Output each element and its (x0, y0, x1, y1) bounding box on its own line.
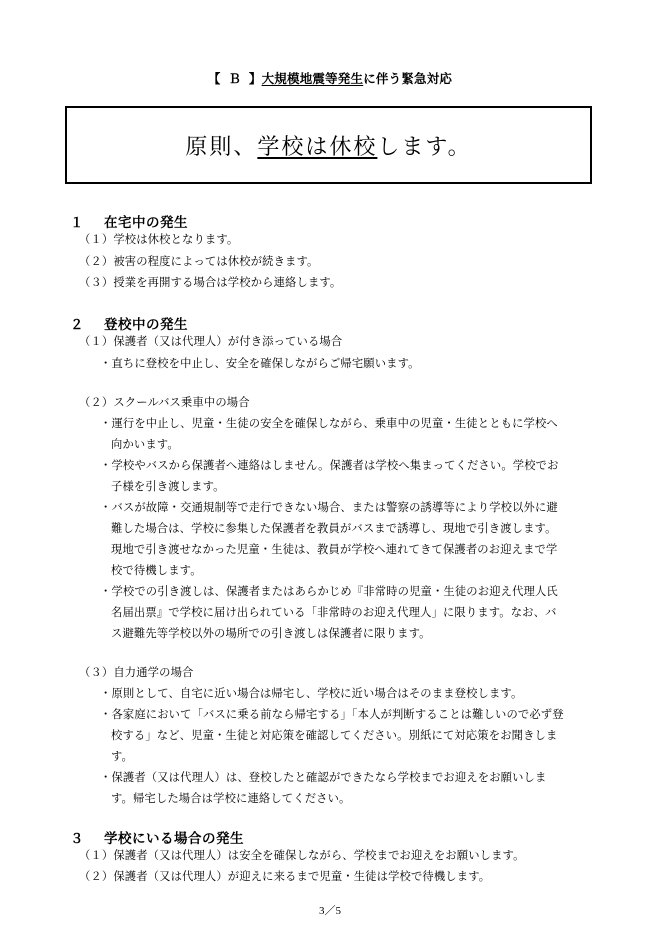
section2-sub2-line: ・バスが故障・交通規制等で走行できない場合、または警察の誘導等により学校以外に避 (100, 501, 558, 514)
principle-part1: 原則、 (185, 135, 258, 160)
section2-sub2-line: 校で待機します。 (111, 564, 202, 577)
heading-letter: Ｂ (228, 71, 249, 86)
section3-item: （２）保護者（又は代理人）が迎えに来るまで児童・生徒は学校で待機します。 (79, 870, 491, 883)
section2-sub2-line: ス避難先等学校以外の場所での引き渡しは保護者に限ります。 (111, 627, 431, 640)
section2-sub2-line: 名届出票』で学校に届け出られている「非常時のお迎え代理人」に限ります。なお、バ (111, 606, 557, 619)
section2-sub3-title: （３）自力通学の場合 (79, 666, 194, 679)
principle-part2: します。 (377, 135, 472, 160)
section2-sub2-line: ・学校やバスから保護者へ連絡はしません。保護者は学校へ集まってください。学校でお (100, 459, 559, 472)
section3-item: （１）保護者（又は代理人）は安全を確保しながら、学校までお迎えをお願いします。 (79, 849, 525, 862)
section1-title-text: 在宅中の発生 (104, 215, 188, 231)
section1-item: （１）学校は休校となります。 (79, 233, 239, 246)
section3-title (70, 827, 244, 847)
section2-sub1-line: ・直ちに登校を中止し、安全を確保しながらご帰宅願います。 (100, 357, 420, 370)
principle-box (65, 106, 592, 184)
principle-text (67, 130, 590, 161)
section2-sub3-line: ・各家庭において「バスに乗る前なら帰宅する」「本人が判断することは難しいので必ず登 (100, 708, 564, 721)
page-number: 3／5 (319, 905, 341, 917)
section2-sub2-line: 現地で引き渡せなかった児童・生徒は、教員が学校へ連れてきて保護者のお迎えまで学 (111, 543, 558, 556)
section2-sub3-line: す。 (111, 750, 133, 763)
section2-sub3-line: 校する」など、児童・生徒と対応策を確認してください。別紙にて対応策をお聞きしま (111, 729, 558, 742)
section1-title (70, 211, 188, 231)
heading-underlined: 大規模地震等発生 (261, 71, 364, 86)
section1-number: １ (70, 215, 84, 231)
bracket-open: 【 (207, 71, 229, 86)
section1-item: （２）被害の程度によっては休校が続きます。 (79, 255, 319, 268)
section3-number: ３ (70, 831, 84, 847)
section2-title (70, 313, 188, 333)
section2-sub2-line: 難した場合は、学校に参集した保護者を教員がバスまで誘導し、現地で引き渡します。 (111, 522, 557, 535)
section2-number: ２ (70, 317, 84, 333)
principle-underlined: 学校は休校 (257, 135, 378, 160)
section3-title-text: 学校にいる場合の発生 (104, 831, 244, 847)
heading-rest: に伴う緊急対応 (363, 71, 453, 86)
section2-title-text: 登校中の発生 (104, 317, 188, 333)
bracket-close: 】 (248, 71, 262, 86)
section2-sub3-line: す。帰宅した場合は学校に連絡してください。 (111, 792, 351, 805)
section2-sub3-line: ・原則として、自宅に近い場合は帰宅し、学校に近い場合はそのまま登校します。 (100, 687, 523, 700)
section2-sub2-line: 向かいます。 (111, 438, 179, 451)
section2-sub2-line: ・運行を中止し、児童・生徒の安全を確保しながら、乗車中の児童・生徒とともに学校へ (100, 417, 558, 430)
section-heading (0, 69, 660, 87)
section1-item: （３）授業を再開する場合は学校から連絡します。 (79, 276, 342, 289)
section2-sub2-line: ・学校での引き渡しは、保護者またはあらかじめ『非常時の児童・生徒のお迎え代理人氏 (100, 585, 558, 598)
section2-sub2-line: 子様を引き渡します。 (111, 480, 225, 493)
section2-sub2-title: （２）スクールバス乗車中の場合 (79, 396, 250, 409)
section2-sub3-line: ・保護者（又は代理人）は、登校したと確認ができたなら学校までお迎えをお願いしま (100, 771, 547, 784)
section2-sub1-title: （１）保護者（又は代理人）が付き添っている場合 (79, 335, 343, 348)
